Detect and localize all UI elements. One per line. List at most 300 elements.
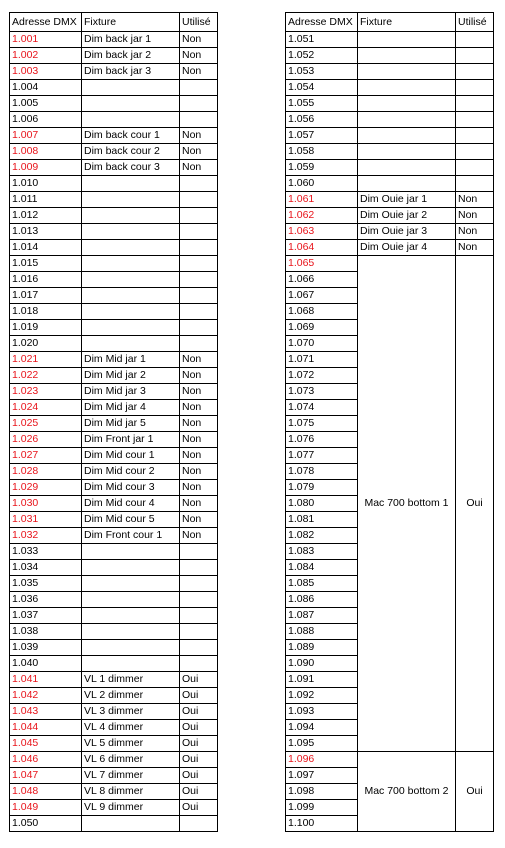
used-cell bbox=[456, 48, 494, 64]
dmx-address-cell: 1.088 bbox=[286, 624, 358, 640]
dmx-address-cell: 1.045 bbox=[10, 736, 82, 752]
dmx-address-cell: 1.087 bbox=[286, 608, 358, 624]
table-row bbox=[10, 544, 218, 560]
fixture-cell bbox=[358, 112, 456, 128]
fixture-cell: VL 2 dimmer bbox=[82, 688, 180, 704]
fixture-cell: Dim Mid cour 3 bbox=[82, 480, 180, 496]
dmx-address-cell: 1.078 bbox=[286, 464, 358, 480]
used-cell: Non bbox=[180, 144, 218, 160]
fixture-cell: VL 5 dimmer bbox=[82, 736, 180, 752]
fixture-cell: Dim Mid jar 4 bbox=[82, 400, 180, 416]
dmx-address-cell: 1.046 bbox=[10, 752, 82, 768]
fixture-cell: Dim Mid cour 1 bbox=[82, 448, 180, 464]
dmx-address-cell: 1.058 bbox=[286, 144, 358, 160]
dmx-address-cell: 1.043 bbox=[10, 704, 82, 720]
fixture-cell: Dim back cour 2 bbox=[82, 144, 180, 160]
header-address: Adresse DMX bbox=[286, 13, 358, 32]
fixture-cell bbox=[82, 544, 180, 560]
dmx-address-cell: 1.034 bbox=[10, 560, 82, 576]
dmx-address-cell: 1.065 bbox=[286, 256, 358, 272]
dmx-address-cell: 1.020 bbox=[10, 336, 82, 352]
fixture-cell bbox=[358, 160, 456, 176]
used-cell bbox=[180, 256, 218, 272]
used-cell: Non bbox=[180, 160, 218, 176]
table-row bbox=[10, 784, 218, 800]
table-row bbox=[286, 240, 494, 256]
table-row bbox=[286, 208, 494, 224]
dmx-address-cell: 1.007 bbox=[10, 128, 82, 144]
used-cell: Non bbox=[456, 240, 494, 256]
used-cell: Non bbox=[180, 480, 218, 496]
dmx-address-cell: 1.073 bbox=[286, 384, 358, 400]
dmx-address-cell: 1.017 bbox=[10, 288, 82, 304]
fixture-cell bbox=[82, 256, 180, 272]
used-cell bbox=[456, 176, 494, 192]
fixture-cell bbox=[82, 624, 180, 640]
dmx-address-cell: 1.082 bbox=[286, 528, 358, 544]
table-row bbox=[10, 416, 218, 432]
table-row bbox=[10, 720, 218, 736]
dmx-address-cell: 1.013 bbox=[10, 224, 82, 240]
used-cell: Oui bbox=[180, 736, 218, 752]
used-cell: Non bbox=[180, 496, 218, 512]
used-cell: Non bbox=[180, 400, 218, 416]
table-row bbox=[286, 112, 494, 128]
fixture-cell bbox=[82, 640, 180, 656]
merged-used-cell: Oui bbox=[456, 752, 494, 832]
table-row bbox=[286, 80, 494, 96]
table-row bbox=[286, 256, 494, 272]
dmx-address-cell: 1.009 bbox=[10, 160, 82, 176]
used-cell: Oui bbox=[180, 672, 218, 688]
used-cell: Non bbox=[180, 384, 218, 400]
fixture-cell: Dim Mid cour 4 bbox=[82, 496, 180, 512]
used-cell: Oui bbox=[180, 688, 218, 704]
used-cell: Oui bbox=[180, 720, 218, 736]
fixture-cell bbox=[82, 112, 180, 128]
used-cell: Non bbox=[180, 48, 218, 64]
dmx-address-cell: 1.092 bbox=[286, 688, 358, 704]
dmx-address-cell: 1.006 bbox=[10, 112, 82, 128]
dmx-address-cell: 1.053 bbox=[286, 64, 358, 80]
fixture-cell bbox=[358, 32, 456, 48]
fixture-cell: Dim Ouie jar 1 bbox=[358, 192, 456, 208]
fixture-cell: Dim Mid cour 2 bbox=[82, 464, 180, 480]
dmx-table-left bbox=[9, 12, 218, 832]
fixture-cell: VL 4 dimmer bbox=[82, 720, 180, 736]
table-row bbox=[286, 144, 494, 160]
dmx-address-cell: 1.056 bbox=[286, 112, 358, 128]
used-cell bbox=[180, 576, 218, 592]
table-row bbox=[10, 448, 218, 464]
dmx-address-cell: 1.031 bbox=[10, 512, 82, 528]
used-cell: Non bbox=[180, 464, 218, 480]
table-row bbox=[10, 352, 218, 368]
fixture-cell: Dim back jar 1 bbox=[82, 32, 180, 48]
table-row bbox=[286, 128, 494, 144]
table-row bbox=[286, 64, 494, 80]
used-cell: Non bbox=[180, 416, 218, 432]
table-row bbox=[10, 480, 218, 496]
dmx-address-cell: 1.048 bbox=[10, 784, 82, 800]
dmx-address-cell: 1.071 bbox=[286, 352, 358, 368]
fixture-cell bbox=[82, 272, 180, 288]
used-cell bbox=[180, 304, 218, 320]
table-row bbox=[10, 704, 218, 720]
table-row bbox=[10, 256, 218, 272]
dmx-address-cell: 1.090 bbox=[286, 656, 358, 672]
table-row bbox=[10, 800, 218, 816]
table-row bbox=[10, 640, 218, 656]
fixture-cell bbox=[82, 656, 180, 672]
table-row bbox=[286, 32, 494, 48]
table-row bbox=[10, 608, 218, 624]
dmx-address-cell: 1.069 bbox=[286, 320, 358, 336]
used-cell: Non bbox=[456, 208, 494, 224]
used-cell bbox=[456, 32, 494, 48]
table-row bbox=[286, 96, 494, 112]
dmx-address-cell: 1.074 bbox=[286, 400, 358, 416]
used-cell bbox=[180, 336, 218, 352]
table-row bbox=[286, 752, 494, 768]
dmx-address-cell: 1.028 bbox=[10, 464, 82, 480]
fixture-cell: Dim Ouie jar 2 bbox=[358, 208, 456, 224]
dmx-address-cell: 1.085 bbox=[286, 576, 358, 592]
dmx-address-cell: 1.035 bbox=[10, 576, 82, 592]
table-row bbox=[10, 400, 218, 416]
dmx-address-cell: 1.083 bbox=[286, 544, 358, 560]
table-row bbox=[286, 176, 494, 192]
dmx-address-cell: 1.062 bbox=[286, 208, 358, 224]
dmx-address-cell: 1.008 bbox=[10, 144, 82, 160]
fixture-cell bbox=[82, 592, 180, 608]
fixture-cell bbox=[82, 224, 180, 240]
dmx-address-cell: 1.019 bbox=[10, 320, 82, 336]
dmx-address-cell: 1.042 bbox=[10, 688, 82, 704]
dmx-address-cell: 1.036 bbox=[10, 592, 82, 608]
fixture-cell bbox=[82, 240, 180, 256]
fixture-cell: VL 8 dimmer bbox=[82, 784, 180, 800]
dmx-address-cell: 1.070 bbox=[286, 336, 358, 352]
table-row bbox=[10, 272, 218, 288]
used-cell bbox=[456, 64, 494, 80]
used-cell bbox=[180, 656, 218, 672]
dmx-address-cell: 1.047 bbox=[10, 768, 82, 784]
fixture-cell bbox=[82, 208, 180, 224]
fixture-cell bbox=[82, 336, 180, 352]
dmx-address-cell: 1.084 bbox=[286, 560, 358, 576]
fixture-cell bbox=[82, 320, 180, 336]
table-row bbox=[10, 656, 218, 672]
fixture-cell bbox=[82, 80, 180, 96]
dmx-address-cell: 1.002 bbox=[10, 48, 82, 64]
fixture-cell bbox=[82, 304, 180, 320]
used-cell bbox=[456, 160, 494, 176]
table-row bbox=[10, 592, 218, 608]
table-row bbox=[10, 240, 218, 256]
table-row bbox=[10, 576, 218, 592]
dmx-address-cell: 1.060 bbox=[286, 176, 358, 192]
header-row bbox=[286, 13, 494, 32]
table-row bbox=[10, 384, 218, 400]
used-cell bbox=[180, 560, 218, 576]
fixture-cell bbox=[82, 288, 180, 304]
dmx-address-cell: 1.066 bbox=[286, 272, 358, 288]
dmx-table-right bbox=[285, 12, 494, 832]
merged-used-cell: Oui bbox=[456, 256, 494, 752]
fixture-cell bbox=[82, 608, 180, 624]
dmx-address-cell: 1.032 bbox=[10, 528, 82, 544]
dmx-address-cell: 1.049 bbox=[10, 800, 82, 816]
dmx-address-cell: 1.024 bbox=[10, 400, 82, 416]
used-cell bbox=[180, 112, 218, 128]
fixture-cell: Dim back jar 2 bbox=[82, 48, 180, 64]
used-cell: Non bbox=[180, 352, 218, 368]
dmx-address-cell: 1.064 bbox=[286, 240, 358, 256]
table-row bbox=[10, 496, 218, 512]
used-cell: Non bbox=[456, 224, 494, 240]
dmx-address-cell: 1.041 bbox=[10, 672, 82, 688]
table-row bbox=[10, 432, 218, 448]
used-cell bbox=[180, 288, 218, 304]
fixture-cell bbox=[82, 816, 180, 832]
fixture-cell: Dim Ouie jar 3 bbox=[358, 224, 456, 240]
table-row bbox=[10, 768, 218, 784]
table-row bbox=[286, 224, 494, 240]
table-row bbox=[10, 32, 218, 48]
used-cell bbox=[456, 80, 494, 96]
fixture-cell bbox=[358, 128, 456, 144]
dmx-address-cell: 1.081 bbox=[286, 512, 358, 528]
used-cell: Non bbox=[180, 528, 218, 544]
used-cell bbox=[180, 224, 218, 240]
table-row bbox=[10, 160, 218, 176]
fixture-cell: Dim back cour 1 bbox=[82, 128, 180, 144]
merged-fixture-cell: Mac 700 bottom 1 bbox=[358, 256, 456, 752]
table-row bbox=[10, 512, 218, 528]
fixture-cell bbox=[82, 192, 180, 208]
used-cell: Non bbox=[180, 432, 218, 448]
table-row bbox=[10, 48, 218, 64]
table-row bbox=[10, 96, 218, 112]
dmx-address-cell: 1.094 bbox=[286, 720, 358, 736]
used-cell bbox=[180, 272, 218, 288]
dmx-address-cell: 1.054 bbox=[286, 80, 358, 96]
used-cell bbox=[180, 208, 218, 224]
used-cell: Non bbox=[456, 192, 494, 208]
header-used: Utilisé bbox=[180, 13, 218, 32]
dmx-address-cell: 1.012 bbox=[10, 208, 82, 224]
dmx-address-cell: 1.089 bbox=[286, 640, 358, 656]
dmx-address-cell: 1.026 bbox=[10, 432, 82, 448]
table-row bbox=[10, 320, 218, 336]
table-row bbox=[10, 64, 218, 80]
table-row bbox=[10, 192, 218, 208]
table-row bbox=[10, 528, 218, 544]
fixture-cell: Dim Mid jar 3 bbox=[82, 384, 180, 400]
used-cell bbox=[180, 176, 218, 192]
used-cell bbox=[180, 80, 218, 96]
fixture-cell bbox=[358, 144, 456, 160]
dmx-address-cell: 1.023 bbox=[10, 384, 82, 400]
dmx-address-cell: 1.050 bbox=[10, 816, 82, 832]
fixture-cell bbox=[82, 96, 180, 112]
table-row bbox=[10, 208, 218, 224]
dmx-address-cell: 1.051 bbox=[286, 32, 358, 48]
dmx-address-cell: 1.039 bbox=[10, 640, 82, 656]
fixture-cell: VL 1 dimmer bbox=[82, 672, 180, 688]
dmx-address-cell: 1.061 bbox=[286, 192, 358, 208]
dmx-address-cell: 1.100 bbox=[286, 816, 358, 832]
table-row bbox=[10, 288, 218, 304]
fixture-cell: Dim Front cour 1 bbox=[82, 528, 180, 544]
used-cell bbox=[180, 640, 218, 656]
dmx-address-cell: 1.001 bbox=[10, 32, 82, 48]
dmx-address-cell: 1.052 bbox=[286, 48, 358, 64]
header-address: Adresse DMX bbox=[10, 13, 82, 32]
dmx-address-cell: 1.077 bbox=[286, 448, 358, 464]
table-row bbox=[10, 224, 218, 240]
dmx-address-cell: 1.014 bbox=[10, 240, 82, 256]
table-row bbox=[10, 144, 218, 160]
dmx-address-cell: 1.079 bbox=[286, 480, 358, 496]
dmx-address-cell: 1.037 bbox=[10, 608, 82, 624]
fixture-cell bbox=[82, 176, 180, 192]
table-row bbox=[10, 80, 218, 96]
header-row bbox=[10, 13, 218, 32]
dmx-address-cell: 1.018 bbox=[10, 304, 82, 320]
dmx-address-cell: 1.027 bbox=[10, 448, 82, 464]
dmx-address-cell: 1.068 bbox=[286, 304, 358, 320]
fixture-cell: Dim Mid jar 1 bbox=[82, 352, 180, 368]
fixture-cell: VL 7 dimmer bbox=[82, 768, 180, 784]
fixture-cell: Dim Mid jar 5 bbox=[82, 416, 180, 432]
dmx-address-cell: 1.010 bbox=[10, 176, 82, 192]
dmx-address-cell: 1.057 bbox=[286, 128, 358, 144]
used-cell bbox=[180, 240, 218, 256]
used-cell: Oui bbox=[180, 752, 218, 768]
table-row bbox=[10, 688, 218, 704]
dmx-address-cell: 1.040 bbox=[10, 656, 82, 672]
used-cell bbox=[180, 544, 218, 560]
dmx-address-cell: 1.030 bbox=[10, 496, 82, 512]
used-cell bbox=[180, 192, 218, 208]
used-cell: Non bbox=[180, 64, 218, 80]
used-cell: Non bbox=[180, 512, 218, 528]
used-cell bbox=[456, 144, 494, 160]
dmx-address-cell: 1.097 bbox=[286, 768, 358, 784]
used-cell bbox=[180, 592, 218, 608]
used-cell bbox=[456, 112, 494, 128]
fixture-cell: VL 9 dimmer bbox=[82, 800, 180, 816]
fixture-cell bbox=[82, 560, 180, 576]
used-cell: Oui bbox=[180, 800, 218, 816]
dmx-address-cell: 1.004 bbox=[10, 80, 82, 96]
table-row bbox=[10, 464, 218, 480]
fixture-cell: Dim back jar 3 bbox=[82, 64, 180, 80]
used-cell: Non bbox=[180, 368, 218, 384]
fixture-cell: Dim Mid jar 2 bbox=[82, 368, 180, 384]
used-cell bbox=[180, 816, 218, 832]
table-row bbox=[10, 816, 218, 832]
used-cell: Oui bbox=[180, 784, 218, 800]
fixture-cell: VL 6 dimmer bbox=[82, 752, 180, 768]
used-cell bbox=[180, 624, 218, 640]
dmx-address-cell: 1.005 bbox=[10, 96, 82, 112]
dmx-address-cell: 1.044 bbox=[10, 720, 82, 736]
dmx-address-cell: 1.033 bbox=[10, 544, 82, 560]
used-cell: Oui bbox=[180, 768, 218, 784]
table-row bbox=[286, 160, 494, 176]
dmx-address-cell: 1.072 bbox=[286, 368, 358, 384]
fixture-cell: Dim Front jar 1 bbox=[82, 432, 180, 448]
merged-fixture-cell: Mac 700 bottom 2 bbox=[358, 752, 456, 832]
table-row bbox=[10, 128, 218, 144]
dmx-address-cell: 1.076 bbox=[286, 432, 358, 448]
table-row bbox=[286, 48, 494, 64]
header-fixture: Fixture bbox=[82, 13, 180, 32]
table-row bbox=[10, 736, 218, 752]
dmx-address-cell: 1.025 bbox=[10, 416, 82, 432]
dmx-address-cell: 1.011 bbox=[10, 192, 82, 208]
used-cell: Non bbox=[180, 32, 218, 48]
dmx-address-cell: 1.093 bbox=[286, 704, 358, 720]
dmx-address-cell: 1.022 bbox=[10, 368, 82, 384]
fixture-cell bbox=[358, 176, 456, 192]
table-row bbox=[10, 624, 218, 640]
dmx-address-cell: 1.098 bbox=[286, 784, 358, 800]
dmx-address-cell: 1.015 bbox=[10, 256, 82, 272]
fixture-cell: Dim Ouie jar 4 bbox=[358, 240, 456, 256]
dmx-address-cell: 1.086 bbox=[286, 592, 358, 608]
used-cell bbox=[456, 96, 494, 112]
dmx-address-cell: 1.095 bbox=[286, 736, 358, 752]
dmx-address-cell: 1.021 bbox=[10, 352, 82, 368]
dmx-address-cell: 1.003 bbox=[10, 64, 82, 80]
table-row bbox=[286, 192, 494, 208]
dmx-address-cell: 1.080 bbox=[286, 496, 358, 512]
table-row bbox=[10, 176, 218, 192]
table-row bbox=[10, 336, 218, 352]
header-used: Utilisé bbox=[456, 13, 494, 32]
used-cell bbox=[180, 96, 218, 112]
dmx-address-cell: 1.099 bbox=[286, 800, 358, 816]
used-cell: Non bbox=[180, 448, 218, 464]
used-cell bbox=[180, 320, 218, 336]
dmx-address-cell: 1.016 bbox=[10, 272, 82, 288]
dmx-address-cell: 1.059 bbox=[286, 160, 358, 176]
fixture-cell bbox=[358, 48, 456, 64]
table-row bbox=[10, 112, 218, 128]
fixture-cell bbox=[358, 80, 456, 96]
dmx-address-cell: 1.096 bbox=[286, 752, 358, 768]
fixture-cell: Dim back cour 3 bbox=[82, 160, 180, 176]
table-row bbox=[10, 368, 218, 384]
dmx-address-cell: 1.063 bbox=[286, 224, 358, 240]
dmx-address-cell: 1.091 bbox=[286, 672, 358, 688]
fixture-cell bbox=[82, 576, 180, 592]
dmx-address-cell: 1.067 bbox=[286, 288, 358, 304]
table-row bbox=[10, 672, 218, 688]
used-cell: Non bbox=[180, 128, 218, 144]
fixture-cell bbox=[358, 64, 456, 80]
used-cell bbox=[456, 128, 494, 144]
dmx-address-cell: 1.029 bbox=[10, 480, 82, 496]
used-cell: Oui bbox=[180, 704, 218, 720]
fixture-cell: VL 3 dimmer bbox=[82, 704, 180, 720]
table-row bbox=[10, 560, 218, 576]
dmx-address-cell: 1.055 bbox=[286, 96, 358, 112]
